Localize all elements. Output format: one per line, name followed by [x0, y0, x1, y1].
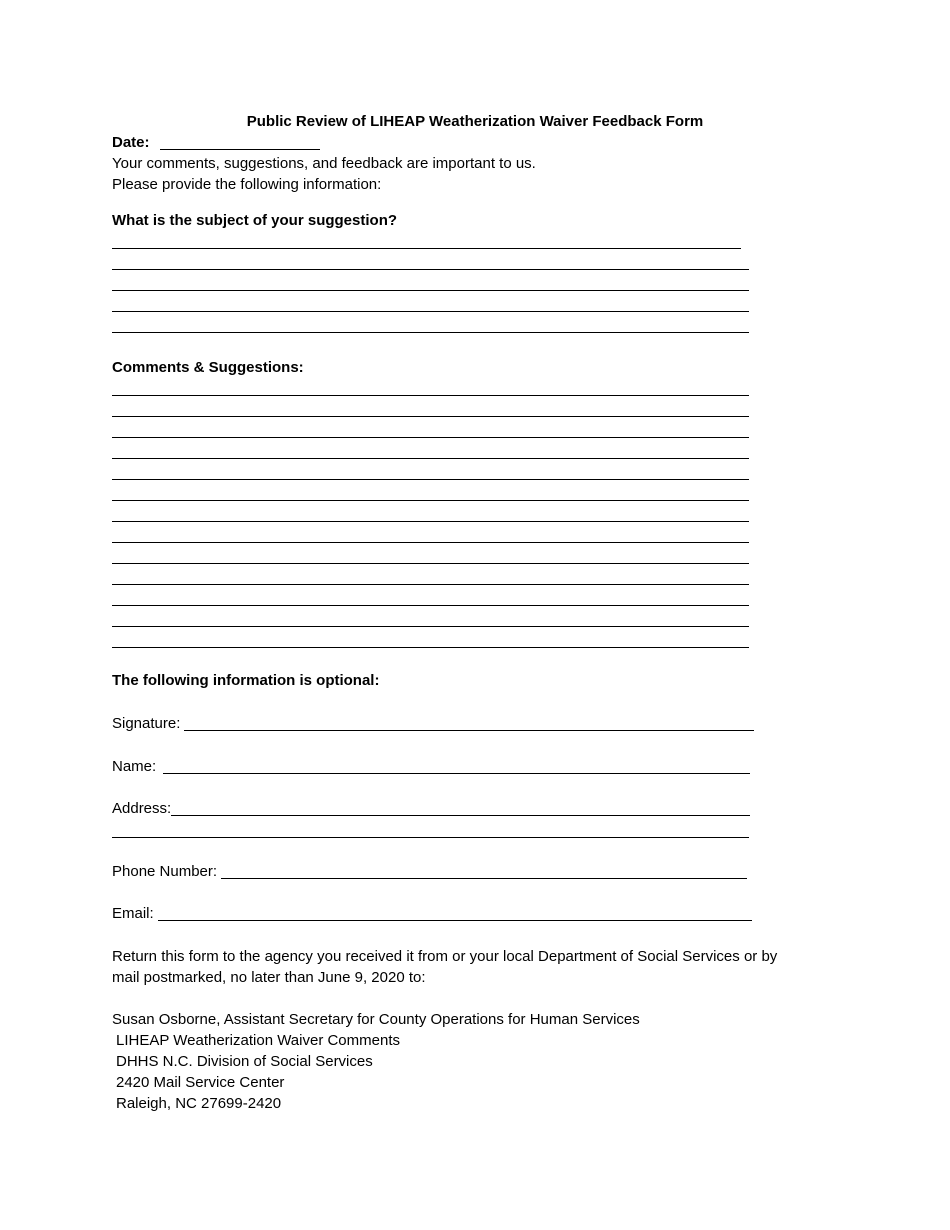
email-field[interactable]	[158, 904, 752, 921]
address-department: LIHEAP Weatherization Waiver Comments	[116, 1032, 400, 1049]
address-field[interactable]	[171, 799, 750, 816]
form-title: Public Review of LIHEAP Weatherization Waiver Feedback Form	[246, 113, 704, 130]
comments-line[interactable]	[112, 521, 749, 522]
comments-line[interactable]	[112, 584, 749, 585]
name-field[interactable]	[163, 757, 750, 774]
comments-line[interactable]	[112, 647, 749, 648]
intro-line-2: Please provide the following information:	[112, 176, 382, 193]
return-instructions-line-1: Return this form to the agency you received it from or your local Department of Social Services or by	[112, 948, 778, 965]
address-city: Raleigh, NC 27699-2420	[116, 1095, 282, 1112]
comments-line[interactable]	[112, 500, 749, 501]
date-row	[112, 133, 320, 153]
address-street: 2420 Mail Service Center	[116, 1074, 285, 1091]
phone-label: Phone Number:	[112, 863, 218, 880]
return-instructions-line-2: mail postmarked, no later than June 9, 2020 to:	[112, 969, 426, 986]
phone-row	[112, 862, 747, 882]
comments-line[interactable]	[112, 437, 749, 438]
comments-line[interactable]	[112, 563, 749, 564]
comments-line[interactable]	[112, 626, 749, 627]
subject-line[interactable]	[112, 332, 749, 333]
email-label: Email:	[112, 905, 154, 922]
subject-heading: What is the subject of your suggestion?	[112, 212, 398, 229]
name-row	[112, 757, 750, 777]
date-field[interactable]	[160, 133, 320, 150]
email-row	[112, 904, 752, 924]
address-recipient: Susan Osborne, Assistant Secretary for County Operations for Human Services	[112, 1011, 640, 1028]
name-label: Name:	[112, 758, 157, 775]
phone-field[interactable]	[221, 862, 747, 879]
comments-line[interactable]	[112, 605, 749, 606]
subject-line[interactable]	[112, 290, 749, 291]
signature-field[interactable]	[184, 714, 754, 731]
subject-line[interactable]	[112, 248, 741, 249]
comments-line[interactable]	[112, 395, 749, 396]
address-row	[112, 799, 750, 819]
comments-line[interactable]	[112, 542, 749, 543]
optional-heading: The following information is optional:	[112, 672, 380, 689]
address-division: DHHS N.C. Division of Social Services	[116, 1053, 373, 1070]
intro-line-1: Your comments, suggestions, and feedback are important to us.	[112, 155, 536, 172]
address-line-2[interactable]	[112, 837, 749, 838]
comments-line[interactable]	[112, 458, 749, 459]
signature-label: Signature:	[112, 715, 181, 732]
subject-line[interactable]	[112, 269, 749, 270]
comments-heading: Comments & Suggestions:	[112, 359, 304, 376]
comments-line[interactable]	[112, 416, 749, 417]
comments-line[interactable]	[112, 479, 749, 480]
date-label: Date:	[112, 134, 150, 151]
signature-row	[112, 714, 754, 734]
subject-line[interactable]	[112, 311, 749, 312]
address-label: Address:	[112, 800, 172, 817]
